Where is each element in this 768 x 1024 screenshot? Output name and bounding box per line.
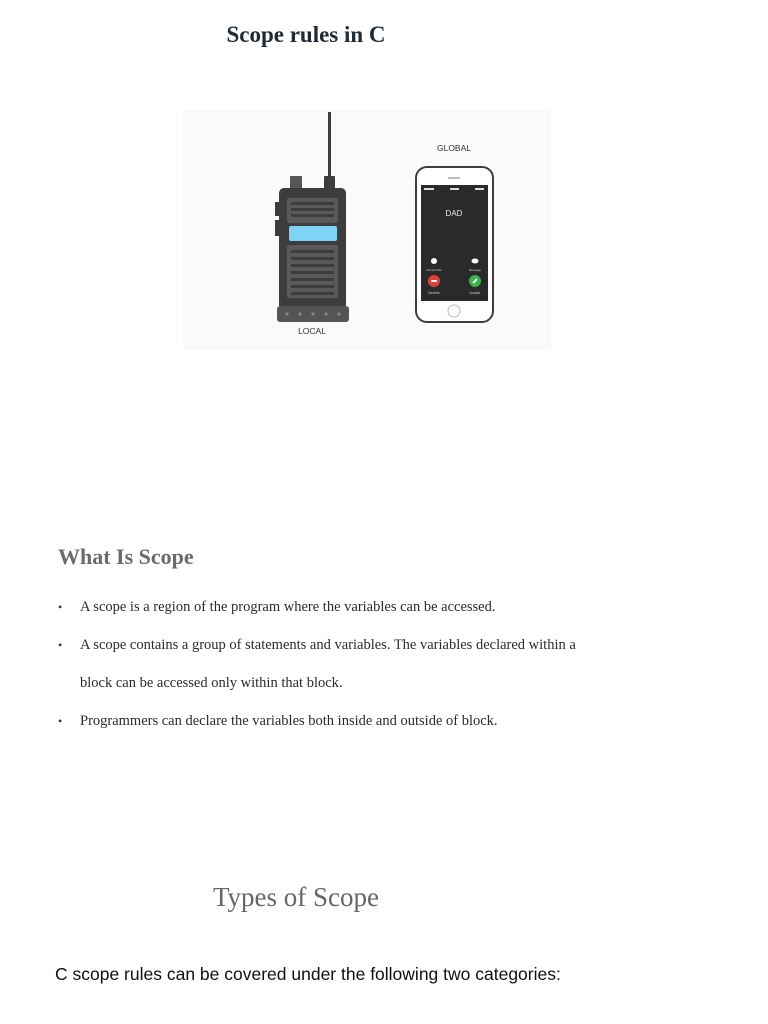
types-intro-text: C scope rules can be covered under the following two categories: — [55, 964, 561, 984]
caller-name: DAD — [445, 209, 463, 218]
bullet-text-continued: block can be accessed only within that block. — [80, 675, 343, 691]
bullet-icon: • — [58, 714, 63, 728]
global-label: GLOBAL — [436, 143, 472, 153]
local-global-illustration — [183, 110, 551, 350]
bullet-text: Programmers can declare the variables both inside and outside of block. — [80, 713, 498, 729]
list-item — [58, 588, 698, 626]
alarm-icon — [431, 258, 437, 264]
svg-text:Decline: Decline — [428, 291, 440, 295]
bullet-text: A scope contains a group of statements and variables. The variables declared within a — [80, 637, 576, 653]
svg-text:Message: Message — [468, 268, 482, 272]
page-title: Scope rules in C — [226, 22, 386, 47]
smartphone-icon — [416, 167, 493, 322]
walkie-talkie-icon — [275, 112, 349, 322]
bullet-icon: • — [58, 638, 63, 652]
scope-bullet-list — [58, 588, 698, 740]
what-is-scope-heading: What Is Scope — [58, 544, 194, 569]
message-icon — [472, 259, 479, 264]
local-label: LOCAL — [298, 326, 326, 336]
types-of-scope-heading: Types of Scope — [212, 882, 380, 912]
bullet-text: A scope is a region of the program where the variables can be accessed. — [80, 599, 496, 615]
svg-text:Accept: Accept — [469, 291, 481, 295]
home-button — [448, 305, 460, 317]
svg-text:Remind Me: Remind Me — [426, 268, 442, 272]
list-item — [58, 626, 698, 702]
bullet-icon: • — [58, 600, 63, 614]
radio-screen — [289, 226, 337, 241]
list-item — [58, 702, 698, 740]
